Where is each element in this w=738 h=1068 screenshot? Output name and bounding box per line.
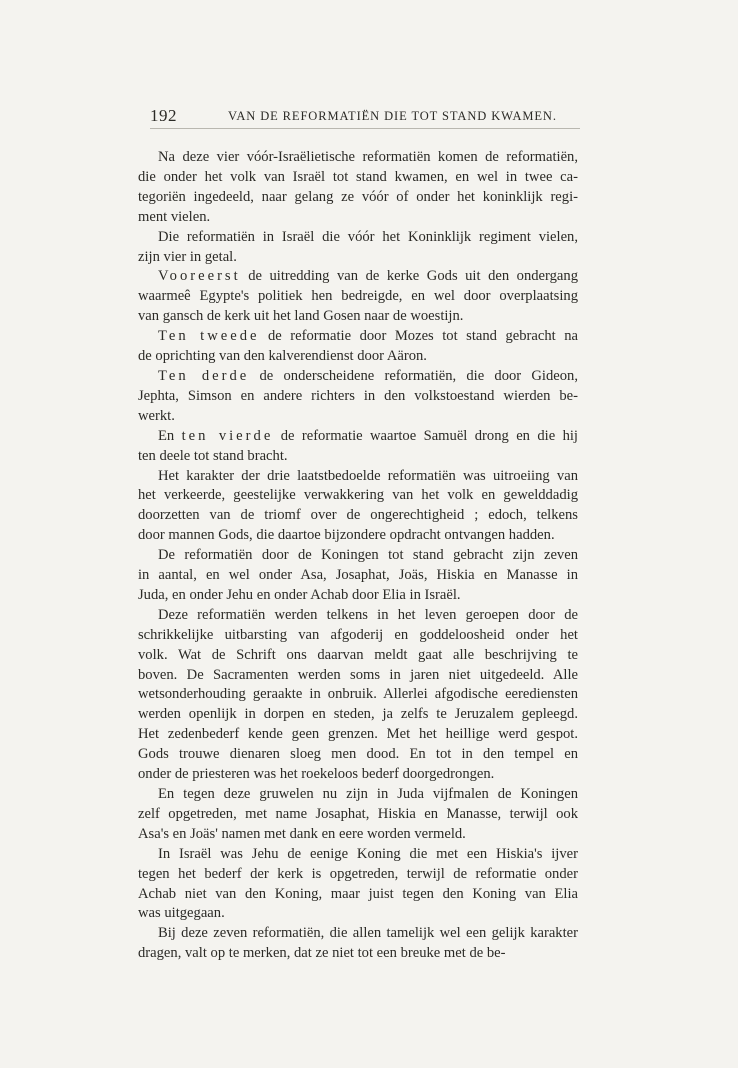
line-text: door mannen Gods, die daartoe bijzondere opdracht ontvangen hadden.: [138, 527, 555, 544]
header-rule: [150, 128, 580, 129]
spaced-emphasis: Ten tweede: [158, 328, 260, 345]
text-line: [138, 785, 578, 805]
line-text: van gansch de kerk uit het land Gosen naar de woestijn.: [138, 308, 464, 325]
line-text: werkt.: [138, 407, 175, 424]
line-text: werden openlijk in dorpen en steden, ja zelfs te Jeruzalem gepleegd.: [138, 706, 578, 723]
text-line: [138, 267, 578, 287]
text-line: [138, 526, 578, 546]
line-text: waarmeê Egypte's politiek hen bedreigde, en wel door overplaatsing: [138, 288, 578, 305]
text-line: [138, 646, 578, 666]
text-line: [138, 865, 578, 885]
running-title: VAN DE REFORMATIËN DIE TOT STAND KWAMEN.: [228, 109, 557, 123]
line-text: Jephta, Simson en andere richters in den volkstoestand wierden be-: [138, 387, 578, 404]
line-text: in aantal, en wel onder Asa, Josaphat, Joäs, Hiskia en Manasse in: [138, 567, 578, 584]
text-line: [138, 407, 578, 427]
text-line: [138, 208, 578, 228]
line-text: zelf opgetreden, met name Josaphat, Hiskia en Manasse, terwijl ook: [138, 805, 578, 822]
line-text: die onder het volk van Israël tot stand kwamen, en wel in twee ca-: [138, 168, 578, 185]
text-line: [138, 367, 578, 387]
paragraph: [138, 148, 578, 228]
line-text: En tegen deze gruwelen nu zijn in Juda vijfmalen de Koningen: [158, 786, 578, 802]
line-text: Achab niet van den Koning, maar juist tegen den Koning van Elia: [138, 885, 578, 902]
line-text: de onderscheidene reformatiën, die door Gideon,: [249, 367, 578, 384]
spaced-emphasis: Ten derde: [158, 367, 250, 384]
line-text: In Israël was Jehu de eenige Koning die met een Hiskia's ijver: [158, 845, 578, 862]
line-text: zijn vier in getal.: [138, 248, 237, 265]
text-line: [138, 666, 578, 686]
text-line: [138, 924, 578, 944]
line-text: ten deele tot stand bracht.: [138, 447, 288, 464]
line-text: Na deze vier vóór-Israëlietische reformatiën komen de reformatiën,: [158, 149, 578, 165]
text-line: [138, 168, 578, 188]
line-text: wetsonderhouding geraakte in onbruik. Allerlei afgodische eerediensten: [138, 686, 578, 703]
text-line: [138, 705, 578, 725]
line-text: was uitgegaan.: [138, 905, 225, 922]
line-text: Die reformatiën in Israël die vóór het Koninklijk regiment vielen,: [158, 228, 578, 245]
page-header: [150, 106, 582, 128]
line-text: de uitredding van de kerke Gods uit den ondergang: [240, 268, 578, 285]
text-line: [138, 327, 578, 347]
line-text: schrikkelijke uitbarsting van afgoderij en goddeloosheid onder het: [138, 626, 578, 643]
line-text: Bij deze zeven reformatiën, die allen tamelijk wel een gelijk karakter: [158, 925, 578, 942]
paragraph: [138, 546, 578, 606]
paragraph-prefix: En: [158, 427, 182, 444]
text-line: [138, 506, 578, 526]
line-text: het verkeerde, geestelijke verwakkering van het volk en gewelddadig: [138, 487, 578, 504]
text-line: [138, 566, 578, 586]
paragraph: [138, 467, 578, 547]
text-line: [138, 904, 578, 924]
text-line: [138, 467, 578, 487]
paragraph: [138, 606, 578, 785]
paragraph: [138, 924, 578, 964]
body-text: [138, 148, 578, 964]
text-line: [138, 546, 578, 566]
text-line: [138, 248, 578, 268]
text-line: [138, 805, 578, 825]
page-number: 192: [150, 106, 177, 125]
line-text: ment vielen.: [138, 208, 211, 225]
line-text: onder de priesteren was het roekeloos bederf doorgedrongen.: [138, 766, 495, 783]
line-text: tegen het bederf der kerk is opgetreden, terwijl de reformatie onder: [138, 865, 578, 882]
text-line: [138, 845, 578, 865]
line-text: Juda, en onder Jehu en onder Achab door Elia in Israël.: [138, 586, 461, 603]
text-line: [138, 148, 578, 168]
text-line: [138, 606, 578, 626]
text-line: [138, 765, 578, 785]
line-text: de oprichting van den kalverendienst door Aäron.: [138, 348, 427, 365]
text-line: [138, 447, 578, 467]
line-text: Deze reformatiën werden telkens in het leven geroepen door de: [158, 606, 578, 623]
line-text: boven. De Sacramenten werden soms in jaren niet uitgedeeld. Alle: [138, 666, 578, 683]
text-line: [138, 725, 578, 745]
line-text: volk. Wat de Schrift ons daarvan meldt gaat alle beschrijving te: [138, 646, 578, 663]
text-line: [138, 307, 578, 327]
text-line: [138, 586, 578, 606]
line-text: Asa's en Joäs' namen met dank en eere worden vermeld.: [138, 825, 466, 842]
text-line: [138, 486, 578, 506]
text-line: [138, 427, 578, 447]
line-text: doorzetten van de triomf over de ongerechtigheid ; edoch, telkens: [138, 507, 578, 524]
text-line: [138, 287, 578, 307]
paragraph: [138, 845, 578, 925]
line-text: de reformatie door Mozes tot stand gebracht na: [259, 328, 578, 345]
line-text: tegoriën ingedeeld, naar gelang ze vóór of onder het koninklijk regi-: [138, 188, 578, 205]
text-line: [138, 944, 578, 964]
line-text: Het zedenbederf kende geen grenzen. Met het heillige werd gespot.: [138, 726, 578, 743]
paragraph: [138, 267, 578, 327]
text-line: [138, 745, 578, 765]
spaced-emphasis: ten vierde: [181, 427, 274, 444]
text-line: [138, 825, 578, 845]
text-line: [138, 188, 578, 208]
text-line: [138, 347, 578, 367]
line-text: Het karakter der drie laatstbedoelde reformatiën was uitroeiing van: [158, 467, 578, 484]
text-line: [138, 387, 578, 407]
text-line: [138, 626, 578, 646]
line-text: de reformatie waartoe Samuël drong en die hij: [273, 427, 578, 444]
paragraph: [138, 427, 578, 467]
line-text: dragen, valt op te merken, dat ze niet tot een breuke met de be-: [138, 945, 506, 962]
paragraph: [138, 327, 578, 367]
paragraph: [138, 785, 578, 845]
line-text: De reformatiën door de Koningen tot stand gebracht zijn zeven: [158, 547, 578, 564]
line-text: Gods trouwe dienaren sloeg men dood. En tot in den tempel en: [138, 746, 578, 763]
paragraph: [138, 228, 578, 268]
paragraph: [138, 367, 578, 427]
text-line: [138, 228, 578, 248]
spaced-emphasis: Vooreerst: [158, 268, 241, 285]
text-line: [138, 885, 578, 905]
text-line: [138, 685, 578, 705]
